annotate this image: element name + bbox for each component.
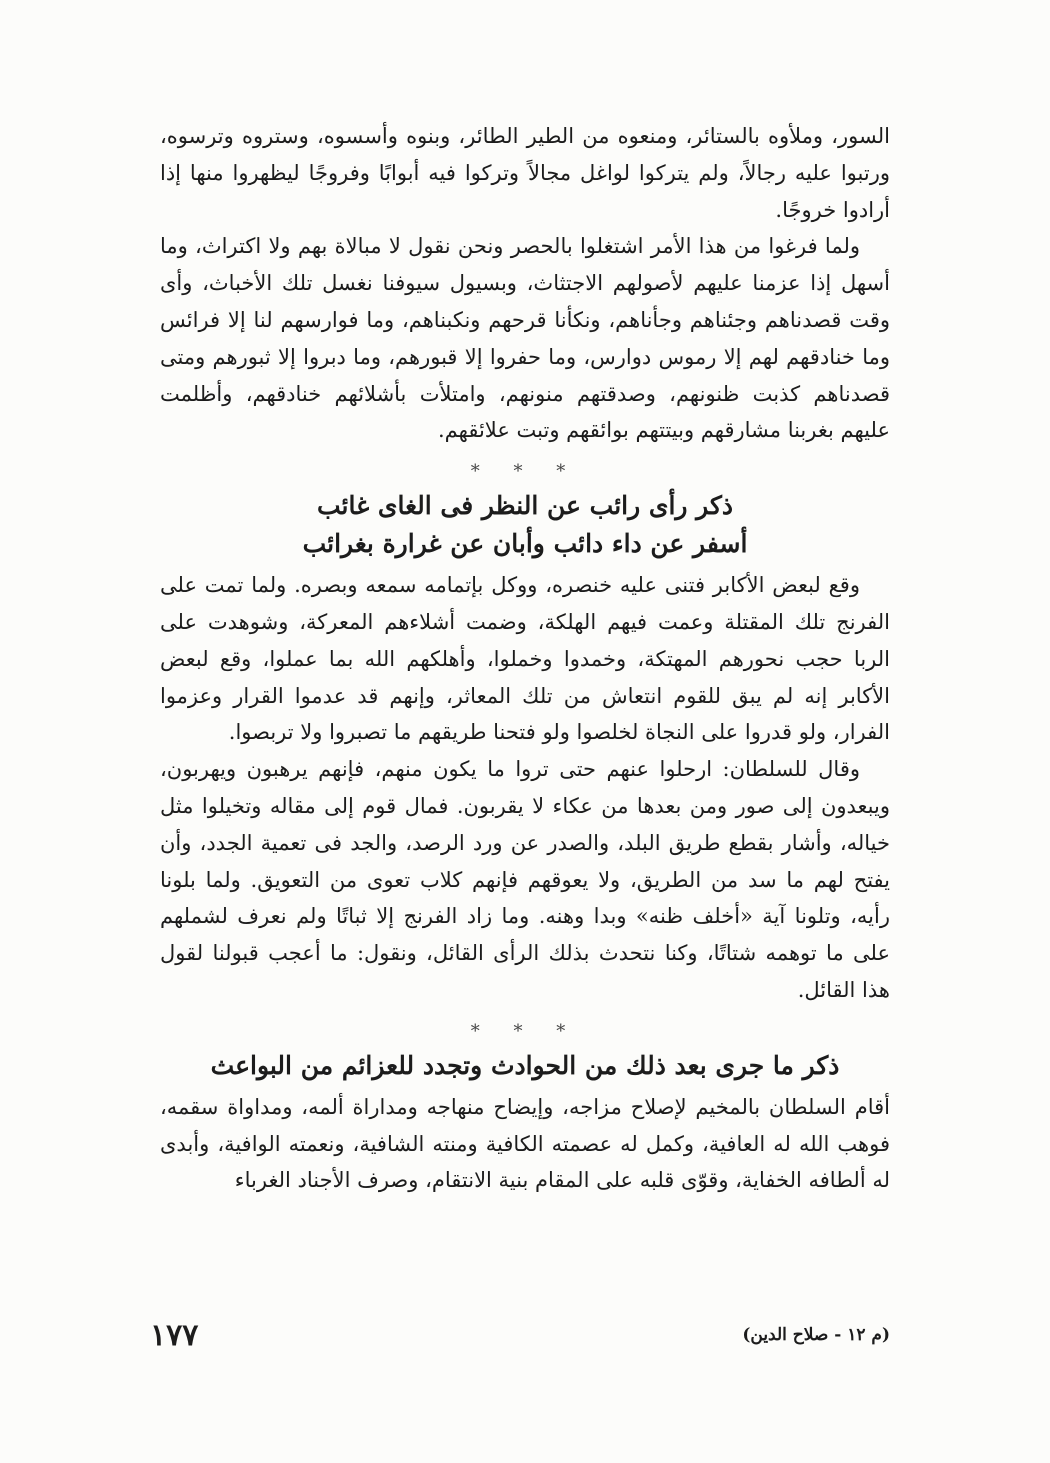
signature-mark: (م ١٢ - صلاح الدين): [742, 1325, 890, 1345]
section-heading: [160, 1047, 890, 1085]
paragraph: وقال للسلطان: ارحلوا عنهم حتى تروا ما يكون منهم، فإنهم يرهبون ويهربون، ويبعدون إلى صور ومن بعدها من عكاء لا يقربون. فمال قوم إلى مقاله وتخيلوا مثل خياله، وأشار بقطع طريق البلد، والصدر عن ورد الرصد، والجد فى تعمية الجدد، وأن يفتح لهم ما سد من الطريق، ولا يعوقهم فإنهم كلاب تعوى من التعويق. ولما بلونا رأيه، وتلونا آية «أخلف ظنه» وبدا وهنه. وما زاد الفرنج إلا ثباتًا ولم نعرف لشملهم على ما توهمه شتاتًا، وكنا نتحدث بذلك الرأى القائل، ونقول: ما أعجب قبولنا لقول هذا القائل.: [160, 757, 890, 1002]
paragraph: وقع لبعض الأكابر فتنى عليه خنصره، ووكل بإتمامه سمعه وبصره. ولما تمت على الفرنج تلك المقتلة وعمت فيهم الهلكة، وضمت أشلاءهم المعركة، وشوهدت على الربا حجب نحورهم المهتكة، وخمدوا وخملوا، وأهلكهم الله بما عملوا، وقع لبعض الأكابر إنه لم يبق للقوم انتعاش من تلك المعاثر، وإنهم قد عدموا القرار وعزموا الفرار، ولو قدروا على النجاة لخلصوا ولو فتحنا طريقهم ما تصبروا ولا تربصوا.: [160, 573, 890, 745]
paragraph: السور، وملأوه بالستائر، ومنعوه من الطير الطائر، وبنوه وأسسوه، وستروه وترسوه، ورتبوا عليه رجالاً، ولم يتركوا لواغل مجالاً وتركوا فيه أبوابًا وفروجًا ليظهروا منها إذا أرادوا خروجًا.: [160, 124, 890, 222]
paragraph: ولما فرغوا من هذا الأمر اشتغلوا بالحصر ونحن نقول لا مبالاة بهم ولا اكتراث، وما أسهل إذا عزمنا عليهم لأصولهم الاجتثاث، وبسيول سيوفنا نغسل تلك الأخباث، وأى وقت قصدناهم وجئناهم وجأناهم، ونكأنا قرحهم ونكبناهم، وما فوارسهم لنا إلا فرائس وما خنادقهم لهم إلا رموس دوارس، وما حفروا إلا قبورهم، وما دبروا إلا ثبورهم ومتى قصدناهم كذبت ظنونهم، وصدقتهم منونهم، وامتلأت بأشلائهم خنادقهم، وأظلمت عليهم بغربنا مشارقهم وبيتتهم بوائقهم وتبت علائقهم.: [160, 234, 890, 443]
section-heading: [160, 487, 890, 563]
section-ornament: * * *: [470, 1020, 580, 1042]
heading-line: ذكر رأى رائب عن النظر فى الغاى غائب: [316, 491, 733, 521]
heading-line: ذكر ما جرى بعد ذلك من الحوادث وتجدد للعزائم من البواعث: [210, 1050, 840, 1080]
paragraph: أقام السلطان بالمخيم لإصلاح مزاجه، وإيضاح منهاجه ومداراة ألمه، ومداواة سقمه، فوهب الله له العافية، وكمل له عصمته الكافية ومنته الشافية، ونعمته الوافية، وأبدى له ألطافه الخفاية، وقوّى قلبه على المقام بنية الانتقام، وصرف الأجناد الغرباء: [160, 1094, 890, 1193]
page-number: ١٧٧: [150, 1318, 199, 1353]
text-block: [160, 118, 890, 1199]
section-ornament: * * *: [470, 461, 580, 483]
heading-line: أسفر عن داء دائب وأبان عن غرارة بغرائب: [302, 529, 748, 559]
